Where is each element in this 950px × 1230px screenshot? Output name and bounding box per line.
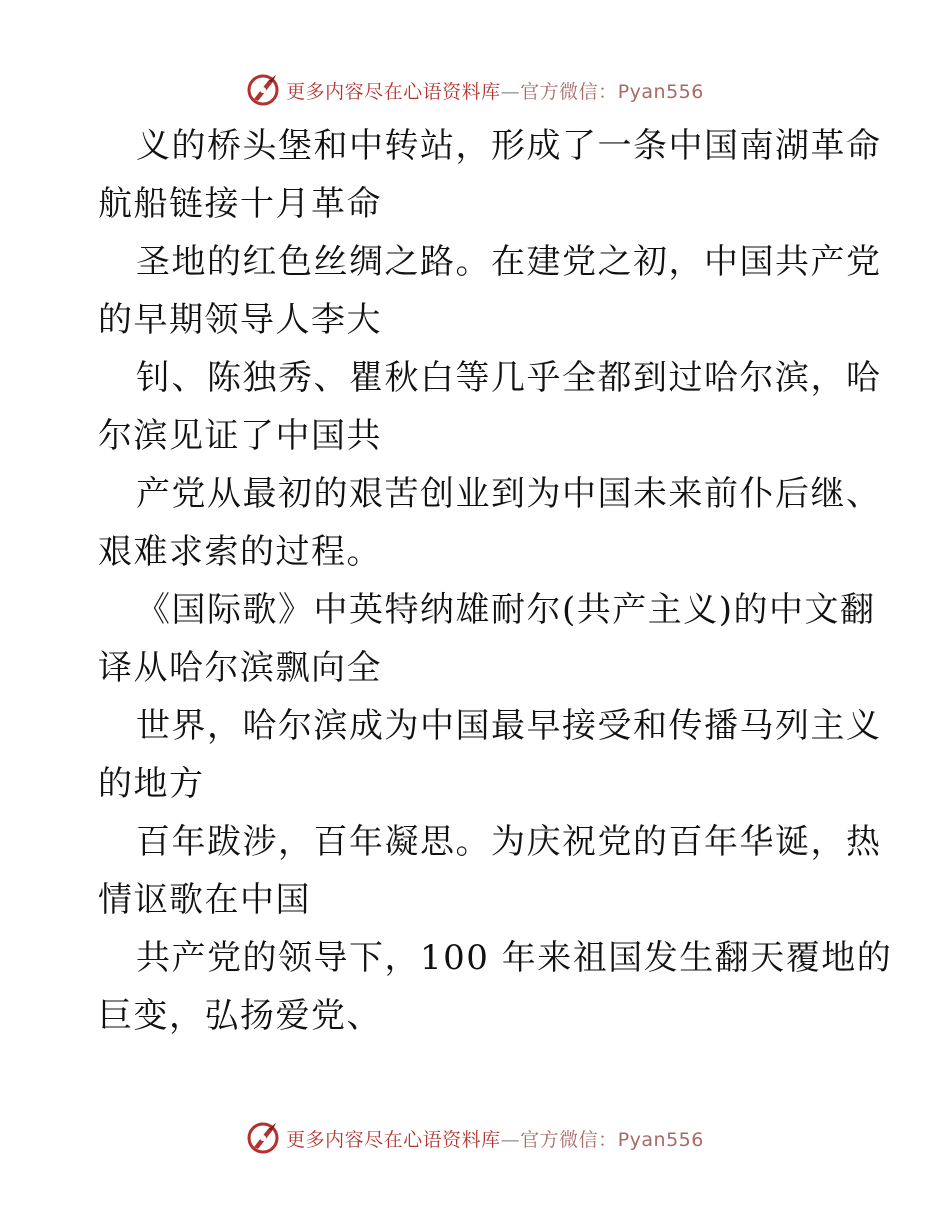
paragraph-continuation-line: 艰难求索的过程。	[98, 532, 382, 572]
paragraph-first-line: 《国际歌》中英特纳雄耐尔(共产主义)的中文翻	[136, 590, 876, 630]
banner-wechat-id: Pyan556	[617, 80, 704, 103]
footer-banner	[0, 1118, 950, 1158]
paragraph-continuation-line: 的地方	[98, 764, 205, 804]
paragraph-first-line: 产党从最初的艰苦创业到为中国未来前仆后继、	[136, 474, 882, 514]
paragraph-continuation-line: 译从哈尔滨飘向全	[98, 648, 382, 688]
paragraph	[98, 581, 876, 697]
banner-wechat-label: 官方微信：	[520, 80, 618, 103]
paragraph-continuation-line: 巨变，弘扬爱党、	[98, 996, 382, 1036]
paragraph-first-line: 钊、陈独秀、瞿秋白等几乎全都到过哈尔滨，哈	[136, 358, 882, 398]
paragraph-first-line: 共产党的领导下，100 年来祖国发生翻天覆地的	[136, 938, 893, 978]
header-banner	[0, 70, 950, 110]
paragraph	[98, 233, 882, 349]
banner-dash: —	[500, 1128, 521, 1151]
paragraph	[98, 349, 882, 465]
paragraph	[98, 465, 882, 581]
document-body	[98, 117, 893, 1045]
paragraph-continuation-line: 情讴歌在中国	[98, 880, 311, 920]
paragraph-first-line: 圣地的红色丝绸之路。在建党之初，中国共产党	[136, 242, 882, 282]
quill-logo-icon	[246, 73, 280, 107]
banner-text	[286, 77, 704, 104]
banner-wechat-label: 官方微信：	[520, 1128, 618, 1151]
quill-logo-icon	[246, 1121, 280, 1155]
paragraph-continuation-line: 的早期领导人李大	[98, 300, 382, 340]
paragraph	[98, 117, 882, 233]
paragraph	[98, 697, 882, 813]
banner-wechat-id: Pyan556	[617, 1128, 704, 1151]
paragraph-first-line: 义的桥头堡和中转站，形成了一条中国南湖革命	[136, 126, 882, 166]
paragraph-first-line: 百年跋涉，百年凝思。为庆祝党的百年华诞，热	[136, 822, 882, 862]
paragraph-first-line: 世界，哈尔滨成为中国最早接受和传播马列主义	[136, 706, 882, 746]
banner-text	[286, 1125, 704, 1152]
banner-main-text: 更多内容尽在心语资料库	[286, 1128, 501, 1151]
paragraph	[98, 813, 882, 929]
paragraph-continuation-line: 尔滨见证了中国共	[98, 416, 382, 456]
paragraph-continuation-line: 航船链接十月革命	[98, 184, 382, 224]
paragraph	[98, 929, 893, 1045]
banner-dash: —	[500, 80, 521, 103]
banner-main-text: 更多内容尽在心语资料库	[286, 80, 501, 103]
